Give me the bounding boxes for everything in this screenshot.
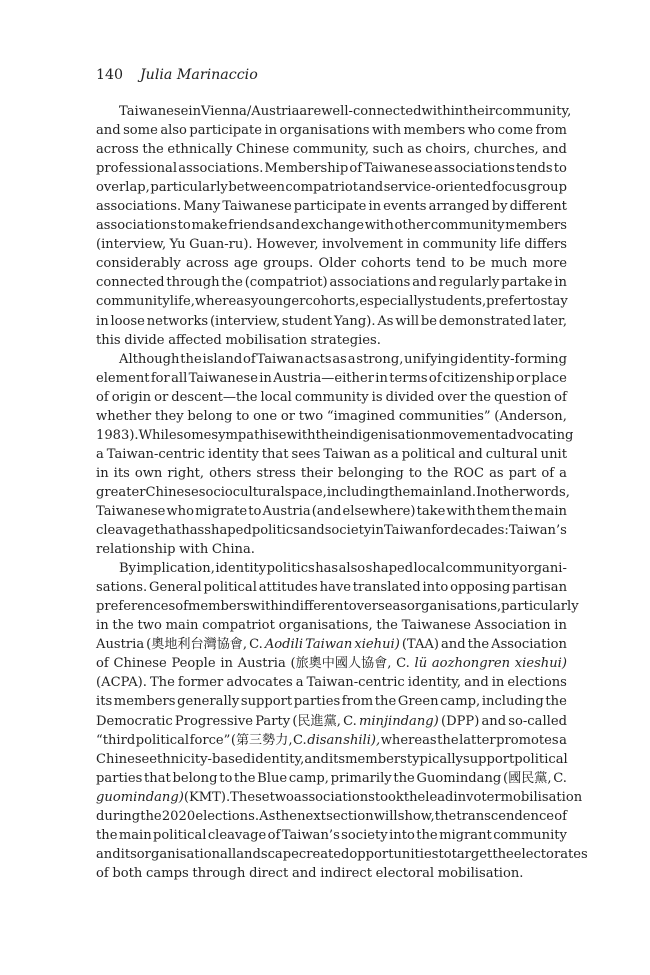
text-line: associations. Many Taiwanese participate in events arranged by different [96,199,567,215]
text-line: (interview, Yu Guan-ru). However, involvement in community life differs [96,237,567,253]
text-line: “third political force” (第三勢力, C. disan shili), whereas the latter promotes a [96,732,567,748]
text-line: cleavage that has shaped politics and society in Taiwan for decades: Taiwan’s [96,523,567,539]
text-line: associations to make friends and exchange with other community members [96,218,567,234]
text-line: of both camps through direct and indirect electoral mobilisation. [96,865,524,881]
page-number: 140 [96,67,124,83]
text-line: guomindang) (KMT). These two associations took the lead in voter mobilisation [96,789,583,805]
text-line: connected through the (compatriot) associations and regularly partake in [96,275,567,291]
text-line: (ACPA). The former advocates a Taiwan-centric identity, and in elections [96,675,567,691]
text-line: Although the island of Taiwan acts as a strong, unifying identity-forming [119,351,567,367]
running-header [96,65,258,85]
text-line: its members generally support parties from the Green camp, including the [96,694,567,710]
text-line: sations. General political attitudes have translated into opposing partisan [96,580,567,596]
text-line: a Taiwan-centric identity that sees Taiwan as a political and cultural unit [96,446,567,462]
paragraph [96,350,574,560]
text-line: in the two main compatriot organisations, the Taiwanese Association in [96,618,567,634]
text-line: of origin or descent—the local community is divided over the question of [96,389,567,405]
text-line: community life, whereas younger cohorts, especially students, prefer to stay [96,294,568,310]
text-line: whether they belong to one or two “imagined communities” (Anderson, [96,408,567,424]
text-line: Taiwanese who migrate to Austria (and elsewhere) take with them the main [96,503,567,519]
text-line: 1983). While some sympathise with the indigenisation movement advocating [96,427,574,443]
text-line: greater Chinese sociocultural space, including the mainland. In other words, [96,484,570,500]
text-line: preferences of members within different overseas organisations, particularly [96,599,579,615]
body-text [96,102,588,883]
text-line: the main political cleavage of Taiwan’s society into the migrant community [96,827,567,843]
paragraph [96,102,572,350]
text-line: across the ethnically Chinese community, such as choirs, churches, and [96,142,567,158]
text-line: relationship with China. [96,542,255,558]
text-line: in its own right, others stress their belonging to the ROC as part of a [96,465,567,481]
text-line: Austria (奧地利台灣協會, C. Aodili Taiwan xiehui) (TAA) and the Association [96,637,567,653]
text-line: parties that belong to the Blue camp, primarily the Guomindang (國民黨, C. [96,770,567,786]
text-line: considerably across age groups. Older cohorts tend to be much more [96,256,567,272]
text-line: By implication, identity politics has also shaped local community organi- [119,561,567,577]
text-line: this divide affected mobilisation strategies. [96,332,381,348]
text-line: overlap, particularly between compatriot and service-oriented focus group [96,180,567,196]
text-line: professional associations. Membership of Taiwanese associations tends to [96,161,567,177]
text-line: element for all Taiwanese in Austria—either in terms of citizenship or place [96,370,567,386]
text-line: of Chinese People in Austria (旅奧中國人協會, C. lü aozhongren xieshui) [96,656,567,672]
text-line: Democratic Progressive Party (民進黨, C. minjindang) (DPP) and so-called [96,713,567,729]
text-line: during the 2020 elections. As the next section will show, the transcendence of [96,808,567,824]
author-name: Julia Marinaccio [140,67,258,83]
text-line: in loose networks (interview, student Yang). As will be demonstrated later, [96,313,567,329]
text-line: and some also participate in organisations with members who come from [96,123,567,139]
text-line: and its organisational landscape created opportunities to target the electorates [96,846,588,862]
paragraph [96,559,588,883]
text-line: Taiwanese in Vienna/Austria are well-connected within their community, [119,104,572,119]
text-line: Chinese ethnicity-based identity, and its members typically support political [96,751,568,767]
